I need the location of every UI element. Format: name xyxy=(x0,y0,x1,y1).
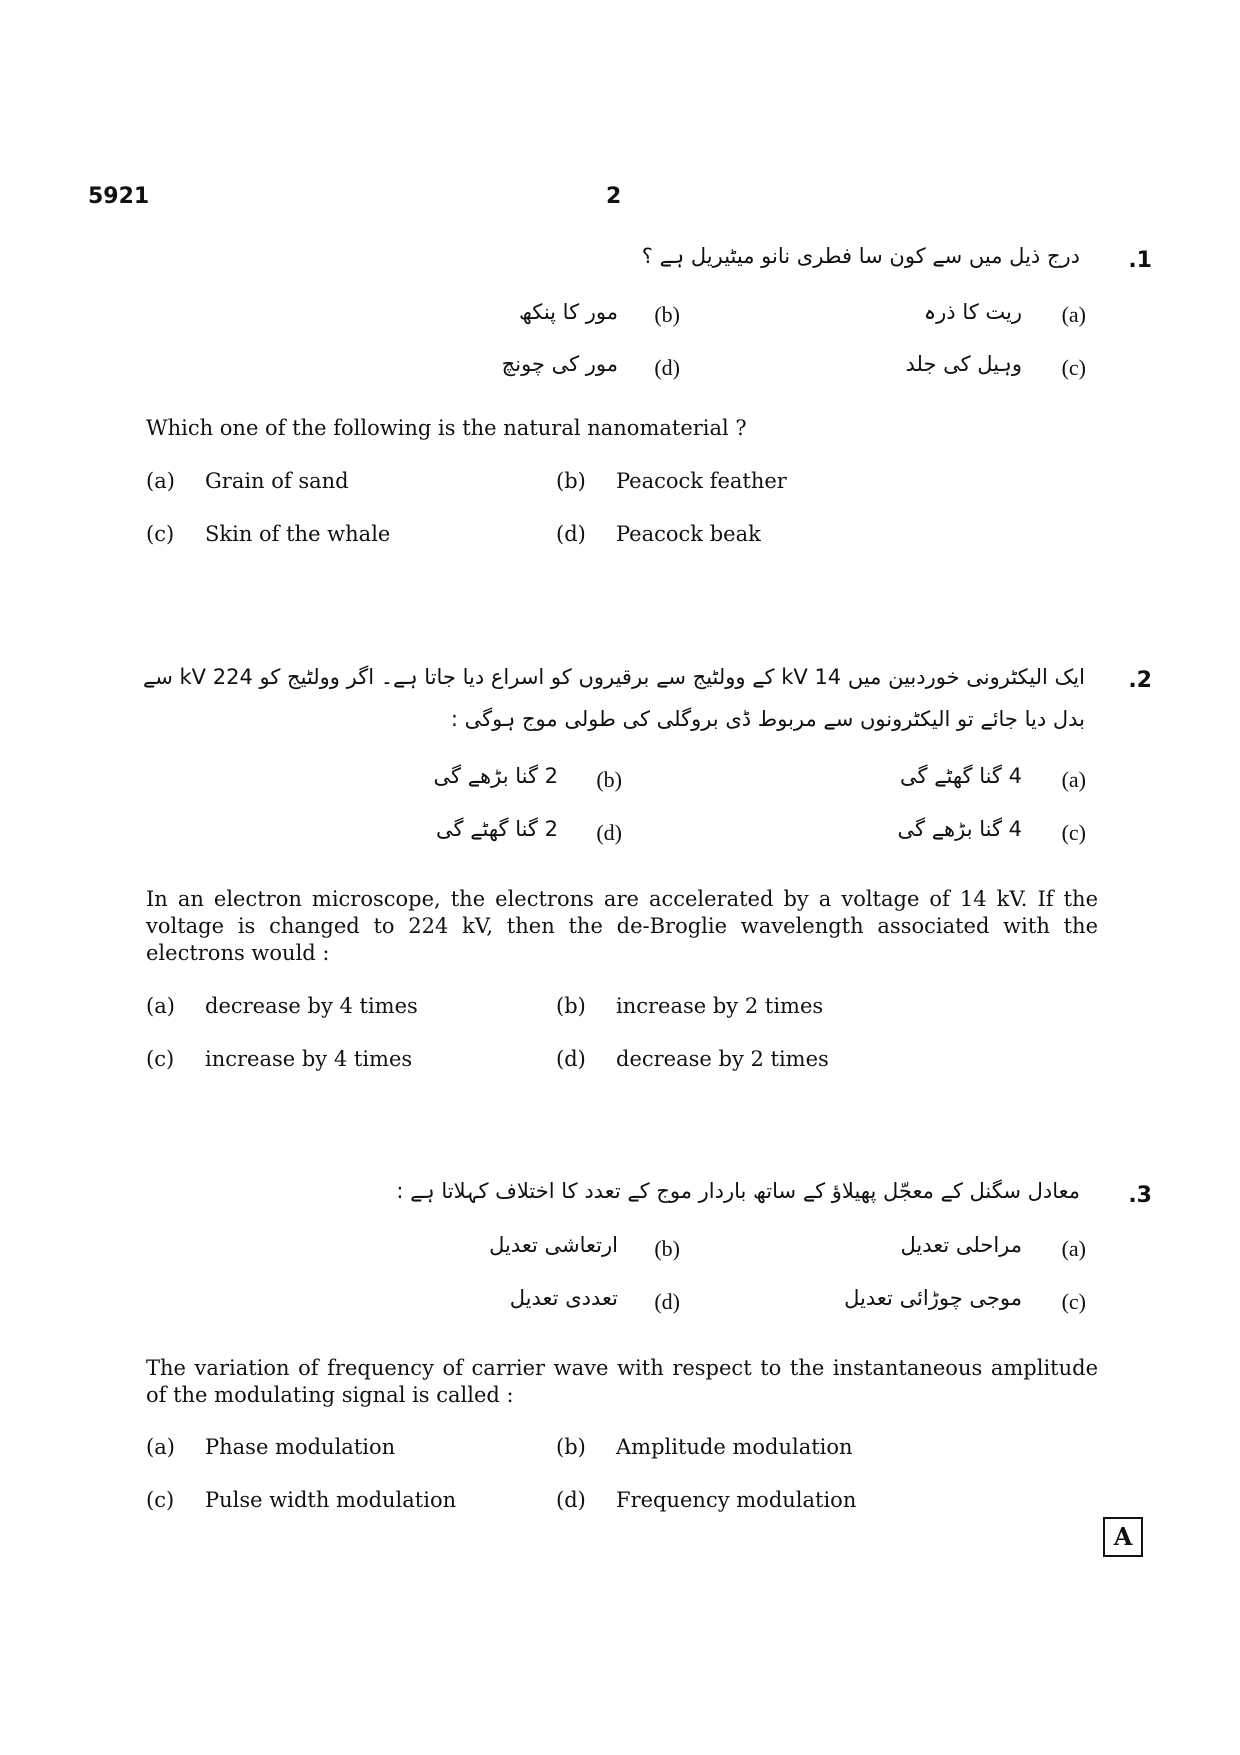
q1-option-a: Grain of sand xyxy=(205,469,349,493)
q2-label-b: (b) xyxy=(556,994,586,1018)
q2-urdu-option-b: 2 گنا بڑھے گی xyxy=(433,764,558,788)
q1-urdu-option-d: مور کی چونچ xyxy=(501,352,618,376)
q1-option-b: Peacock feather xyxy=(616,469,787,493)
q1-urdu-option-a: ریت کا ذرہ xyxy=(923,300,1022,324)
q2-urdu-label-d: (d) xyxy=(596,820,622,845)
q1-label-a: (a) xyxy=(146,469,175,493)
q3-option-c: Pulse width modulation xyxy=(205,1488,457,1512)
q1-label-b: (b) xyxy=(556,469,586,493)
q2-option-d: decrease by 2 times xyxy=(616,1047,829,1071)
q1-label-d: (d) xyxy=(556,522,586,546)
q2-urdu-option-a: 4 گنا گھٹے گی xyxy=(900,764,1022,788)
q3-label-d: (d) xyxy=(556,1488,586,1512)
q2-option-b: increase by 2 times xyxy=(616,994,824,1018)
q2-label-d: (d) xyxy=(556,1047,586,1071)
q3-urdu-label-b: (b) xyxy=(654,1236,680,1261)
q3-urdu-label-d: (d) xyxy=(654,1289,680,1314)
q1-question: Which one of the following is the natural nanomaterial ? xyxy=(146,416,747,440)
q2-urdu-label-a: (a) xyxy=(1061,767,1086,792)
q2-urdu-number: .2 xyxy=(1128,668,1152,693)
q1-urdu-number: .1 xyxy=(1128,248,1152,273)
q2-urdu-label-c: (c) xyxy=(1061,820,1086,845)
q1-urdu-option-b: مور کا پنکھ xyxy=(518,300,618,324)
q1-option-d: Peacock beak xyxy=(616,522,761,546)
q2-option-a: decrease by 4 times xyxy=(205,994,418,1018)
q3-urdu-label-a: (a) xyxy=(1061,1236,1086,1261)
q3-urdu-label-c: (c) xyxy=(1061,1289,1086,1314)
q1-urdu-question: درج ذیل میں سے کون سا فطری نانو میٹیریل ہے ؟ xyxy=(641,244,1080,268)
q2-urdu-label-b: (b) xyxy=(596,767,622,792)
q3-urdu-option-a: مراحلی تعدیل xyxy=(900,1233,1022,1257)
q2-urdu-option-c: 4 گنا بڑھے گی xyxy=(897,817,1022,841)
q3-urdu-option-c: موجی چوڑائی تعدیل xyxy=(844,1286,1022,1310)
q1-urdu-label-b: (b) xyxy=(654,302,680,327)
q3-urdu-option-d: تعددی تعدیل xyxy=(509,1286,618,1310)
q2-label-a: (a) xyxy=(146,994,175,1018)
q2-option-c: increase by 4 times xyxy=(205,1047,413,1071)
q1-urdu-label-d: (d) xyxy=(654,355,680,380)
q3-option-d: Frequency modulation xyxy=(616,1488,857,1512)
q2-urdu-option-d: 2 گنا گھٹے گی xyxy=(436,817,558,841)
q1-urdu-label-c: (c) xyxy=(1061,355,1086,380)
q3-option-b: Amplitude modulation xyxy=(616,1435,853,1459)
q3-option-a: Phase modulation xyxy=(205,1435,396,1459)
q1-urdu-option-c: وہیل کی جلد xyxy=(905,352,1022,376)
q1-label-c: (c) xyxy=(146,522,175,546)
q3-urdu-option-b: ارتعاشی تعدیل xyxy=(489,1233,618,1257)
paper-code: 5921 xyxy=(88,184,150,209)
booklet-series-box: A xyxy=(1103,1517,1143,1557)
q3-urdu-number: .3 xyxy=(1128,1183,1152,1208)
q1-option-c: Skin of the whale xyxy=(205,522,391,546)
q3-label-c: (c) xyxy=(146,1488,175,1512)
q2-label-c: (c) xyxy=(146,1047,175,1071)
q3-question: The variation of frequency of carrier wave with respect to the instantaneous amplitude of the modulating signal is called : xyxy=(146,1356,1098,1407)
q2-question: In an electron microscope, the electrons are accelerated by a voltage of 14 kV. If the voltage is changed to 224 kV, then the de-Broglie wavelength associated with the electrons would : xyxy=(146,887,1098,965)
q1-urdu-label-a: (a) xyxy=(1061,302,1086,327)
q3-urdu-question: معادل سگنل کے معجّل پھیلاؤ کے ساتھ باردار موج کے تعدد کا اختلاف کہلاتا ہے : xyxy=(396,1179,1080,1203)
q2-urdu-question: ایک الیکٹرونی خوردبین میں 14 kV کے وولٹیج سے برقیروں کو اسراع دیا جاتا ہے۔ اگر وولٹیج کو 224 kV سے بدل دیا جائے تو الیکٹرونوں سے مربوط ڈی بروگلی کی طولی موج ہوگی : xyxy=(142,665,1085,731)
page-number: 2 xyxy=(606,184,622,209)
q3-label-b: (b) xyxy=(556,1435,586,1459)
q3-label-a: (a) xyxy=(146,1435,175,1459)
